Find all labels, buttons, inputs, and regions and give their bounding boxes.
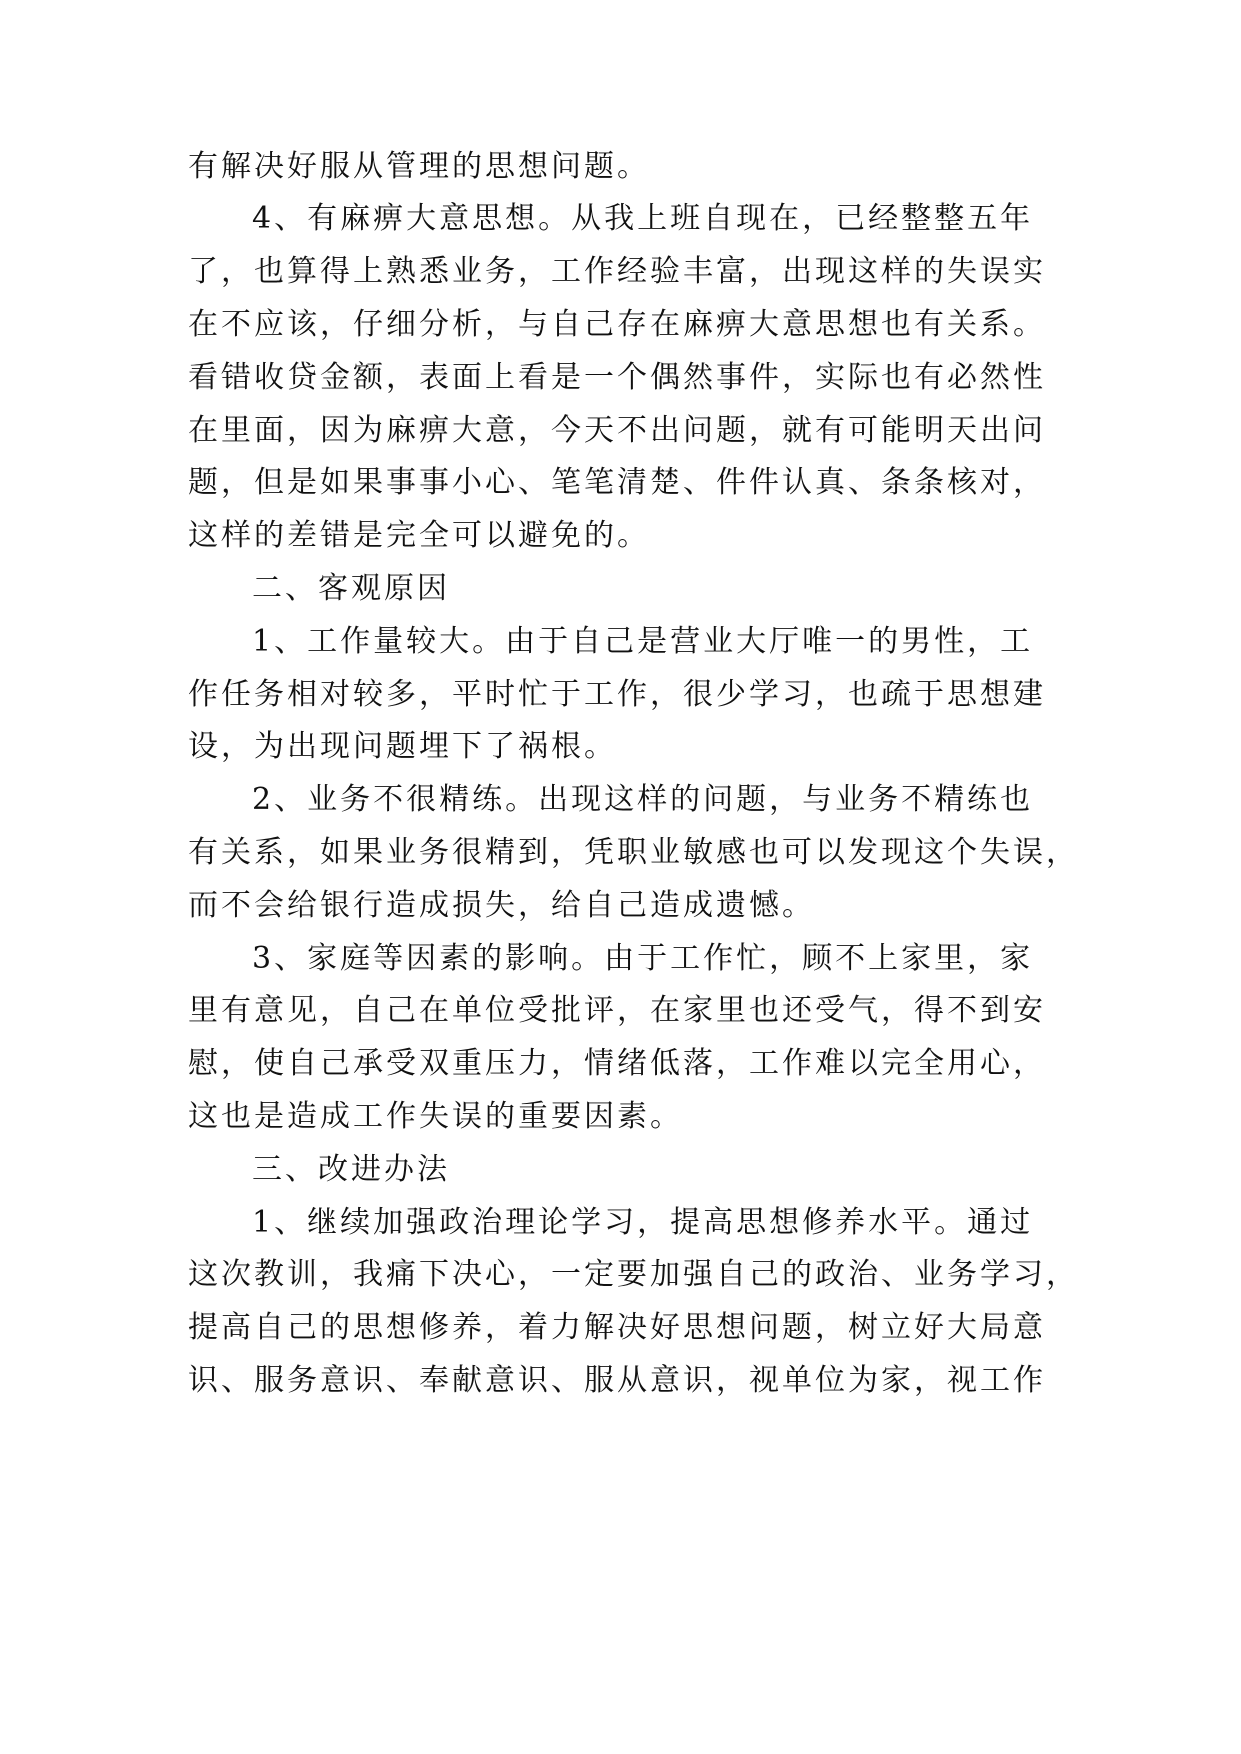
text-line: 在不应该，仔细分析，与自己存在麻痹大意思想也有关系。 xyxy=(188,307,1046,342)
text-line: 4、有麻痹大意思想。从我上班自现在，已经整整五年 xyxy=(252,201,1034,236)
text-line: 作任务相对较多，平时忙于工作，很少学习，也疏于思想建 xyxy=(188,677,1046,712)
text-line: 了，也算得上熟悉业务，工作经验丰富，出现这样的失误实 xyxy=(188,254,1046,289)
text-line: 1、继续加强政治理论学习，提高思想修养水平。通过 xyxy=(252,1205,1034,1240)
text-line: 3、家庭等因素的影响。由于工作忙，顾不上家里，家 xyxy=(252,941,1034,976)
text-line: 里有意见，自己在单位受批评，在家里也还受气，得不到安 xyxy=(188,993,1046,1028)
text-line: 有解决好服从管理的思想问题。 xyxy=(188,149,650,184)
text-line: 这样的差错是完全可以避免的。 xyxy=(188,518,650,553)
text-line: 看错收贷金额，表面上看是一个偶然事件，实际也有必然性 xyxy=(188,360,1046,395)
text-line: 提高自己的思想修养，着力解决好思想问题，树立好大局意 xyxy=(188,1310,1046,1345)
text-line: 题，但是如果事事小心、笔笔清楚、件件认真、条条核对， xyxy=(188,465,1046,500)
text-line: 1、工作量较大。由于自己是营业大厅唯一的男性，工 xyxy=(252,624,1034,659)
text-line: 这也是造成工作失误的重要因素。 xyxy=(188,1099,683,1134)
text-line: 2、业务不很精练。出现这样的问题，与业务不精练也 xyxy=(252,782,1034,817)
section-heading: 三、改进办法 xyxy=(252,1152,450,1187)
text-line: 在里面，因为麻痹大意，今天不出问题，就有可能明天出问 xyxy=(188,413,1046,448)
text-line: 慰，使自己承受双重压力，情绪低落，工作难以完全用心， xyxy=(188,1046,1046,1081)
section-heading: 二、客观原因 xyxy=(252,571,450,606)
text-line: 识、服务意识、奉献意识、服从意识，视单位为家，视工作 xyxy=(188,1363,1046,1398)
text-line: 有关系，如果业务很精到，凭职业敏感也可以发现这个失误， xyxy=(188,835,1079,870)
text-line: 这次教训，我痛下决心，一定要加强自己的政治、业务学习， xyxy=(188,1257,1079,1292)
text-line: 设，为出现问题埋下了祸根。 xyxy=(188,729,617,764)
text-line: 而不会给银行造成损失，给自己造成遗憾。 xyxy=(188,888,815,923)
